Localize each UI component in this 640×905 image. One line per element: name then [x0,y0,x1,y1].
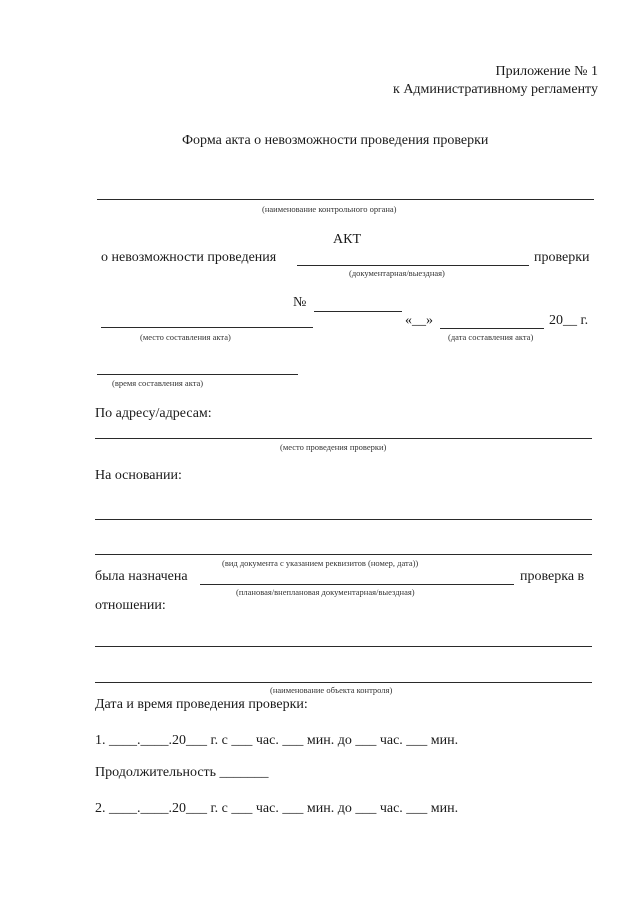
form-title: Форма акта о невозможности проведения проверки [182,133,489,148]
inspection-place-caption: (место проведения проверки) [280,442,387,452]
date-month-line [440,328,544,329]
time-drawn-line [97,374,298,375]
datetime-row-1: 1. ____.____.20___ г. с ___ час. ___ мин. до ___ час. ___ мин. [95,733,459,748]
control-body-line [97,199,594,200]
act-number-label: № [293,295,307,310]
planned-type-line [200,584,514,585]
basis-line-1 [95,519,592,520]
time-drawn-caption: (время составления акта) [112,378,204,388]
date-year: 20__ г. [549,313,589,328]
inspection-type-caption: (документарная/выездная) [349,268,445,278]
control-body-caption: (наименование контрольного органа) [262,204,397,214]
object-line-1 [95,646,592,647]
object-name-caption: (наименование объекта контроля) [270,685,393,695]
inspection-type-line [297,265,529,266]
address-label: По адресу/адресам: [95,406,212,421]
assigned-suffix: проверка в [520,569,585,584]
act-title: АКТ [333,232,361,247]
duration-field: Продолжительность _______ [95,765,269,780]
place-drawn-caption: (место составления акта) [140,332,231,342]
regulation-reference: к Административному регламенту [393,82,598,97]
basis-doc-caption: (вид документа с указанием реквизитов (номер, дата)) [222,558,419,568]
datetime-row-2: 2. ____.____.20___ г. с ___ час. ___ мин. до ___ час. ___ мин. [95,801,459,816]
date-drawn-caption: (дата составления акта) [448,332,534,342]
address-line [95,438,592,439]
act-line-suffix: проверки [534,250,590,265]
assigned-continuation: отношении: [95,598,166,613]
basis-label: На основании: [95,468,182,483]
act-number-line [314,311,402,312]
datetime-label: Дата и время проведения проверки: [95,697,308,712]
act-line-prefix: о невозможности проведения [101,250,277,265]
appendix-number: Приложение № 1 [495,64,598,79]
basis-line-2 [95,554,592,555]
planned-type-caption: (плановая/внеплановая документарная/выездная) [236,587,415,597]
object-line-2 [95,682,592,683]
assigned-prefix: была назначена [95,569,188,584]
place-drawn-line [101,327,313,328]
date-day: «__» [405,313,433,328]
